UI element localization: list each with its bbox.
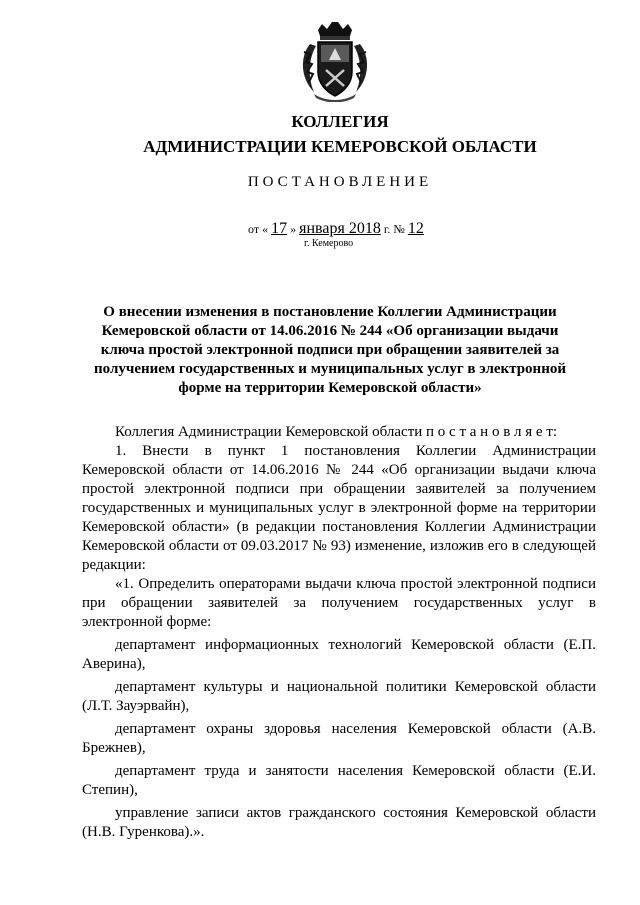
intro-paragraph bbox=[82, 423, 596, 442]
document-number: 12 bbox=[407, 220, 424, 237]
document-body bbox=[82, 423, 596, 842]
operator-item: департамент труда и занятости населения Кемеровской области (Е.И. Степин), bbox=[82, 763, 596, 798]
document-title: О внесении изменения в постановление Коллегии Администрации Кемеровской области от 14.06.2016 № 244 «Об организации выдачи ключа простой электронной подписи при обращении заявителей за получением государственных и муниципальных услуг в электронной форме на территории Кемеровской области» bbox=[94, 304, 566, 396]
operator-item: департамент информационных технологий Кемеровской области (Е.П. Аверина), bbox=[82, 637, 596, 672]
date-prefix: от « bbox=[248, 222, 269, 236]
intro-resolves: п о с т а н о в л я е т: bbox=[426, 424, 558, 440]
coat-of-arms-icon bbox=[296, 22, 374, 102]
city: г. Кемерово bbox=[304, 238, 354, 249]
quote-intro: «1. Определить операторами выдачи ключа простой электронной подписи при обращении заявителей за получением государственных услуг в электронной форме: bbox=[82, 576, 596, 630]
date-line bbox=[248, 220, 424, 238]
intro-text: Коллегия Администрации Кемеровской области bbox=[115, 424, 423, 440]
document-type: ПОСТАНОВЛЕНИЕ bbox=[247, 174, 433, 190]
date-mid: » bbox=[290, 222, 297, 236]
operator-item: департамент охраны здоровья населения Кемеровской области (А.В. Брежнев), bbox=[82, 721, 596, 756]
org-name-line2: АДМИНИСТРАЦИИ КЕМЕРОВСКОЙ ОБЛАСТИ bbox=[143, 137, 537, 156]
date-year-suffix: г. № bbox=[383, 222, 405, 236]
operator-item: управление записи актов гражданского состояния Кемеровской области (Н.В. Гуренкова).». bbox=[82, 805, 596, 840]
org-name-line1: КОЛЛЕГИЯ bbox=[291, 112, 389, 131]
date-day: 17 bbox=[271, 220, 288, 237]
operator-item: департамент культуры и национальной политики Кемеровской области (Л.Т. Зауэрвайн), bbox=[82, 679, 596, 714]
date-month-year: января 2018 bbox=[299, 220, 381, 237]
item-1: 1. Внести в пункт 1 постановления Коллегии Администрации Кемеровской области от 14.06.2016 № 244 «Об организации выдачи ключа простой электронной подписи при обращении заявителей за получением государственных и муниципальных услуг в электронной форме на территории Кемеровской области» (в редакции постановления Коллегии Администрации Кемеровской области от 09.03.2017 № 93) изменение, изложив его в следующей редакции: bbox=[82, 443, 596, 573]
